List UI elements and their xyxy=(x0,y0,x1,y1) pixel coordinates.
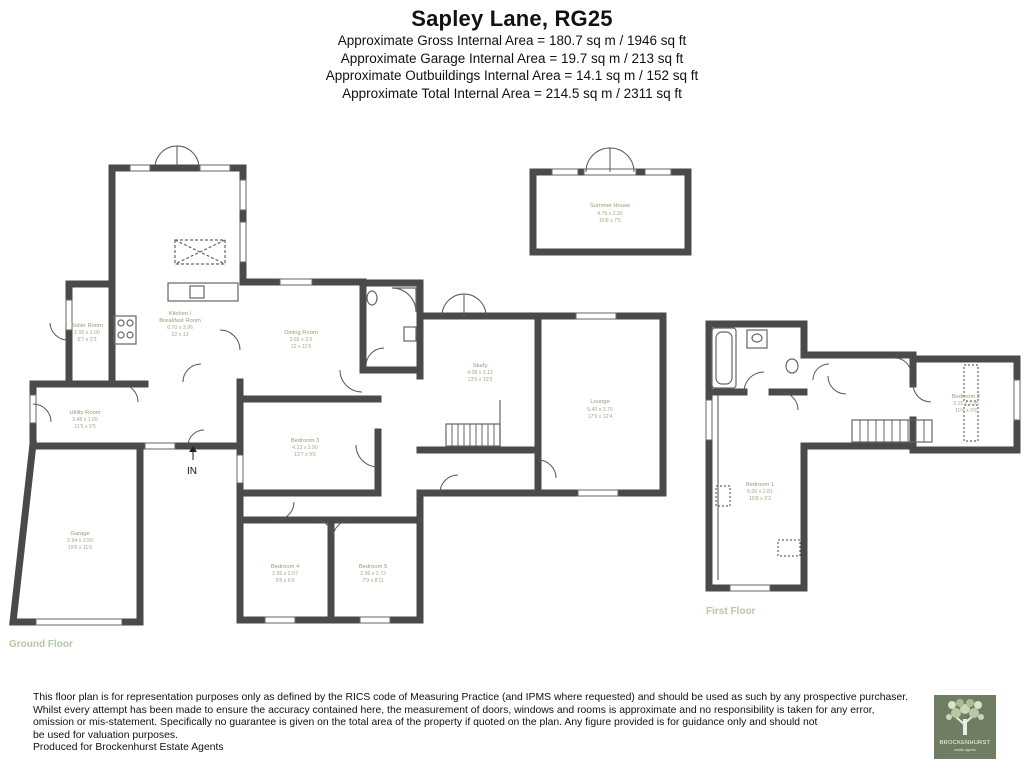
bedroom5-imperial: 7'9 x 8'11 xyxy=(362,578,384,584)
boiler-label: Boiler Room xyxy=(71,323,103,329)
bedroom5-label: Bedroom 5 xyxy=(358,564,388,570)
lounge-dims: 5.40 x 3.75 xyxy=(587,407,613,413)
bedroom3-dims: 4.13 x 2.90 xyxy=(292,445,318,451)
kitchen-dims: 6.70 x 3.96 xyxy=(167,325,193,331)
logo-sub: estate agents xyxy=(954,748,976,752)
summer-house xyxy=(533,148,688,252)
bedroom5-dims: 2.36 x 2.72 xyxy=(360,571,386,577)
page-title: Sapley Lane, RG25 xyxy=(411,6,613,31)
first-floor-label: First Floor xyxy=(706,606,756,617)
disclaimer xyxy=(33,692,938,755)
boiler-dims: 2.00 x 1.00 xyxy=(74,330,100,336)
fixtures xyxy=(114,240,500,446)
first-floor xyxy=(706,324,1020,617)
gross-area: Approximate Gross Internal Area = 180.7 sq m / 1946 sq ft xyxy=(337,33,687,48)
utility-imperial: 11'5 x 5'5 xyxy=(74,424,96,430)
disclaimer-line-4: be used for valuation purposes. xyxy=(33,729,178,741)
lounge-label: Lounge xyxy=(590,399,610,405)
disclaimer-line-5: Produced for Brockenhurst Estate Agents xyxy=(33,742,224,754)
dining-label: Dining Room xyxy=(284,330,318,336)
bedroom2-dims: 3.15 x 2.95 xyxy=(953,401,979,407)
bedroom3-label: Bedroom 3 xyxy=(290,438,320,444)
entrance-label: IN xyxy=(187,466,197,477)
disclaimer-line-3: omission or mis-statement. Specifically no guarantee is given on the total area of the property if quoted on the plan. Any figure provided is for guidance only and should not xyxy=(33,717,818,729)
study-imperial: 13'5 x 10'3 xyxy=(467,377,493,383)
garage-label: Garage xyxy=(70,531,90,537)
dining-dims: 3.65 x 3.5 xyxy=(289,337,313,343)
bedroom1-imperial: 19'8 x 9'3 xyxy=(749,496,771,502)
disclaimer-line-2: Whilst every attempt has been made to ensure the accuracy contained here, the measurement of doors, windows and rooms is approximate and no responsibility is taken for any error, xyxy=(33,704,875,716)
garage-imperial: 19'6 x 11'6 xyxy=(67,545,93,551)
ground-floor-label: Ground Floor xyxy=(9,639,73,650)
garage-dims: 5.94 x 3.50 xyxy=(67,538,93,544)
agent-logo xyxy=(934,695,996,759)
dining-imperial: 12 x 11'6 xyxy=(290,344,312,350)
total-area: Approximate Total Internal Area = 214.5 sq m / 2311 sq ft xyxy=(342,85,682,101)
study-label: Study xyxy=(472,363,488,369)
outbuildings-area: Approximate Outbuildings Internal Area = 14.1 sq m / 152 sq ft xyxy=(325,68,699,83)
study-dims: 4.08 x 3.12 xyxy=(467,370,493,376)
ground-floor-walls xyxy=(13,168,663,622)
boiler-imperial: 6'7 x 3'3 xyxy=(77,337,97,343)
summer-house-imperial: 15'8 x 7'5 xyxy=(599,218,621,224)
bedroom2-imperial: 10'4 x 9'8 xyxy=(955,408,977,414)
bedroom3-imperial: 13'7 x 9'6 xyxy=(294,452,316,458)
disclaimer-line-1: This floor plan is for representation purposes only as defined by the RICS code of Measuring Practice (and IPMS where requested) and should be used as such by any prospective purchaser. xyxy=(33,692,909,703)
bedroom4-imperial: 9'8 x 6'9 xyxy=(275,578,295,584)
summer-house-label: Summer House xyxy=(589,203,631,209)
lounge-imperial: 17'9 x 12'4 xyxy=(587,414,613,420)
utility-dims: 3.48 x 1.66 xyxy=(72,417,98,423)
kitchen-label-2: Breakfast Room xyxy=(159,318,201,324)
summer-house-dims: 4.76 x 2.26 xyxy=(597,211,623,217)
bedroom4-dims: 2.95 x 2.07 xyxy=(272,571,298,577)
bedroom1-dims: 6.00 x 2.81 xyxy=(747,489,773,495)
tree-icon xyxy=(934,695,996,739)
logo-name: BROCKENHURST xyxy=(939,740,991,746)
bedroom1-label: Bedroom 1 xyxy=(745,482,775,488)
garage-area: Approximate Garage Internal Area = 19.7 sq m / 213 sq ft xyxy=(340,50,684,66)
ground-room-labels xyxy=(9,311,613,650)
kitchen-label-1: Kitchen / xyxy=(168,311,192,317)
kitchen-imperial: 22 x 13 xyxy=(171,332,189,338)
bedroom2-label: Bedroom 2 xyxy=(951,394,981,400)
utility-label: Utility Room xyxy=(69,410,101,416)
bedroom4-label: Bedroom 4 xyxy=(270,564,300,570)
